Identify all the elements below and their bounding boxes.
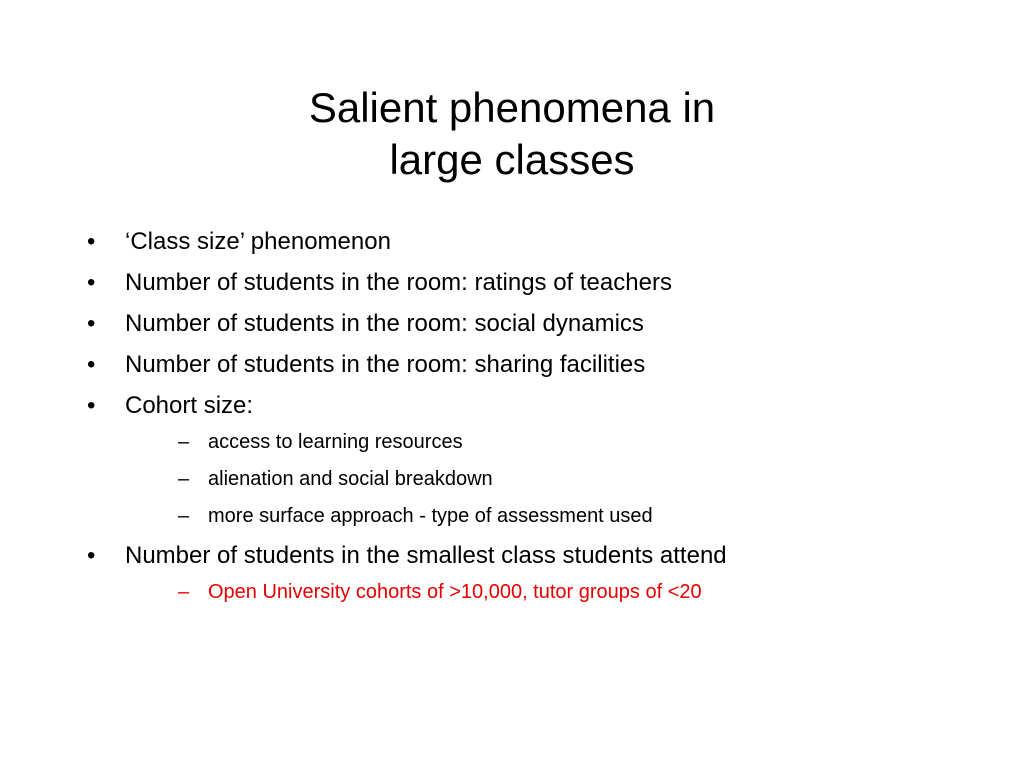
bullet-text: Number of students in the smallest class students attend	[125, 542, 727, 569]
sub-bullet-text-highlight: Open University cohorts of >10,000, tutor groups of <20	[208, 581, 702, 603]
bullet-text: Cohort size:	[125, 392, 254, 419]
bullet-text: Number of students in the room: social dynamics	[125, 310, 644, 337]
bullet-item	[87, 308, 987, 339]
bullet-icon: •	[87, 310, 96, 337]
sub-bullet-text: more surface approach - type of assessment used	[208, 505, 653, 527]
dash-icon: –	[178, 505, 190, 527]
slide-title	[0, 82, 1024, 186]
bullet-icon: •	[87, 542, 96, 569]
slide-title-line-1: Salient phenomena in	[308, 84, 716, 131]
sub-bullet-list	[125, 429, 987, 530]
sub-bullet-list	[125, 579, 987, 606]
bullet-item	[87, 349, 987, 380]
slide-title-line-2: large classes	[389, 136, 635, 183]
bullet-icon: •	[87, 351, 96, 378]
bullet-text: Number of students in the room: sharing facilities	[125, 351, 646, 378]
bullet-icon: •	[87, 228, 96, 255]
dash-icon: –	[178, 431, 190, 453]
bullet-icon: •	[87, 269, 96, 296]
sub-bullet-item	[125, 429, 987, 456]
bullet-icon: •	[87, 392, 96, 419]
sub-bullet-item	[125, 466, 987, 493]
sub-bullet-item	[125, 503, 987, 530]
sub-bullet-text: access to learning resources	[208, 431, 463, 453]
bullet-item	[87, 540, 987, 606]
sub-bullet-item-highlight	[125, 579, 987, 606]
sub-bullet-text: alienation and social breakdown	[208, 468, 493, 490]
dash-icon: –	[178, 468, 190, 490]
bullet-item	[87, 226, 987, 257]
dash-icon: –	[178, 581, 190, 603]
bullet-text: Number of students in the room: ratings of teachers	[125, 269, 672, 296]
bullet-item	[87, 390, 987, 530]
bullet-list	[87, 226, 987, 616]
bullet-item	[87, 267, 987, 298]
bullet-text: ‘Class size’ phenomenon	[125, 228, 391, 255]
